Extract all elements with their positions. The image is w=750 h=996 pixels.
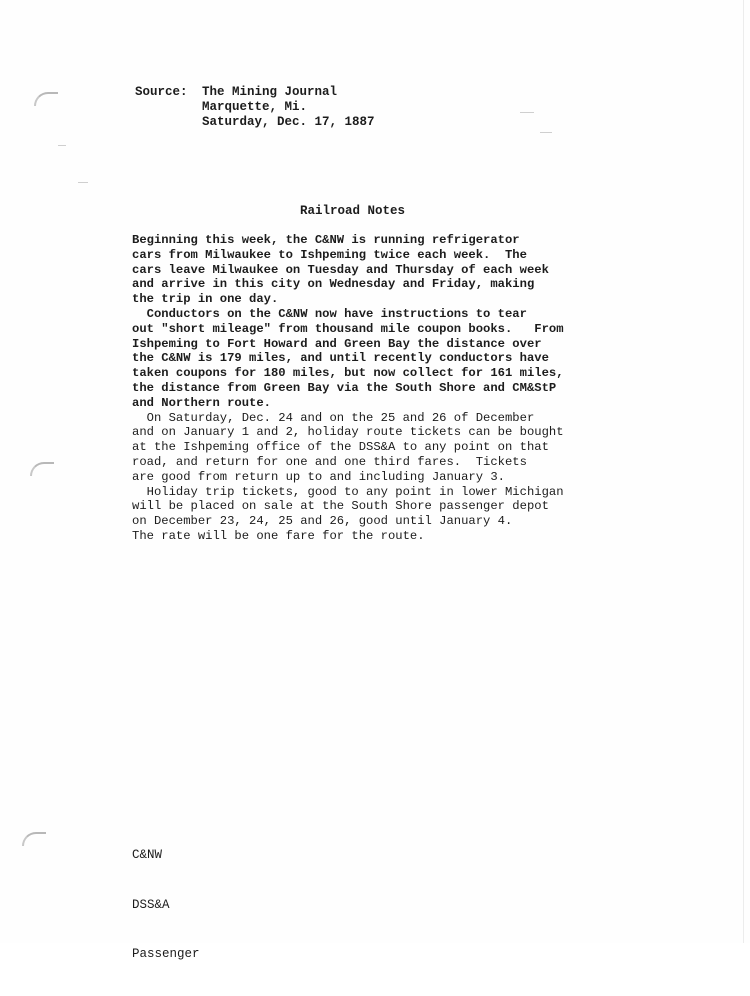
article-line: road, and return for one and one third fares. Tickets — [132, 454, 527, 469]
article-line: taken coupons for 180 miles, but now collect for 161 miles, — [132, 366, 564, 381]
scan-speck — [78, 182, 88, 183]
source-publication: The Mining Journal — [202, 85, 338, 99]
punch-hole-mark-middle — [30, 462, 54, 476]
scan-speck — [540, 132, 552, 133]
article-line: the C&NW is 179 miles, and until recently conductors have — [132, 351, 549, 366]
source-date: Saturday, Dec. 17, 1887 — [202, 115, 375, 129]
article-body — [132, 233, 572, 544]
article-line: the distance from Green Bay via the South Shore and CM&StP — [132, 380, 557, 395]
keyword-list — [132, 814, 200, 996]
source-place: Marquette, Mi. — [202, 100, 308, 114]
scan-speck — [520, 112, 534, 113]
article-line: cars leave Milwaukee on Tuesday and Thursday of each week — [132, 262, 549, 277]
punch-hole-mark-bottom — [22, 832, 46, 846]
punch-hole-mark-top — [34, 92, 58, 106]
article-line: on December 23, 24, 25 and 26, good until January 4. — [132, 514, 513, 529]
article-line: and Northern route. — [132, 395, 271, 410]
article-line: cars from Milwaukee to Ishpeming twice each week. The — [132, 247, 527, 262]
article-line: Beginning this week, the C&NW is running refrigerator — [132, 233, 520, 247]
article-line: On Saturday, Dec. 24 and on the 25 and 26 of December — [132, 410, 535, 425]
article-line: Ishpeming to Fort Howard and Green Bay the distance over — [132, 336, 542, 351]
article-line: and on January 1 and 2, holiday route tickets can be bought — [132, 425, 564, 440]
article-line: The rate will be one fare for the route. — [132, 528, 425, 543]
article-line: the trip in one day. — [132, 292, 279, 307]
article-line: are good from return up to and including January 3. — [132, 469, 505, 484]
scan-edge — [743, 0, 744, 943]
article-line: Conductors on the C&NW now have instructions to tear — [132, 306, 527, 321]
keyword-item: C&NW — [132, 848, 163, 862]
article-line: out "short mileage" from thousand mile coupon books. From — [132, 321, 564, 336]
keyword-item: Passenger — [132, 947, 200, 961]
article-title: Railroad Notes — [300, 204, 406, 218]
article-line: Holiday trip tickets, good to any point in lower Michigan — [132, 484, 564, 499]
keyword-item: DSS&A — [132, 897, 170, 912]
source-label: Source: — [135, 85, 188, 99]
article-line: and arrive in this city on Wednesday and Friday, making — [132, 277, 535, 292]
article-line: will be placed on sale at the South Shore passenger depot — [132, 499, 549, 514]
article-line: at the Ishpeming office of the DSS&A to any point on that — [132, 440, 549, 455]
scan-speck — [58, 145, 66, 146]
